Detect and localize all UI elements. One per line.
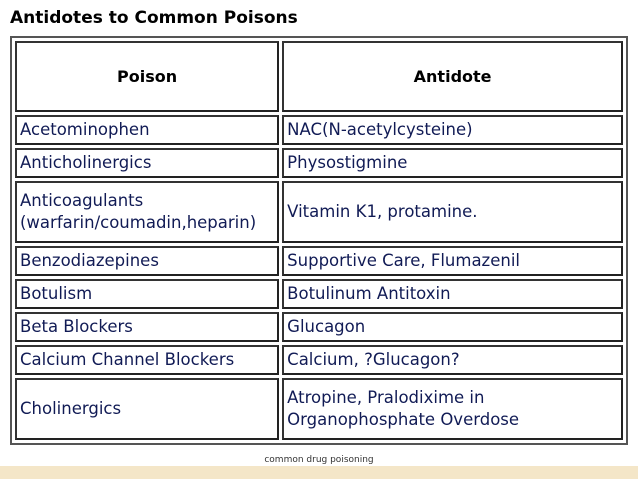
antidote-cell: Physostigmine xyxy=(282,148,623,178)
antidote-cell: NAC(N-acetylcysteine) xyxy=(282,115,623,145)
antidote-cell: Atropine, Pralodixime in Organophosphate Overdose xyxy=(282,378,623,440)
slide-caption: common drug poisoning xyxy=(264,455,374,465)
table-row xyxy=(15,115,623,145)
poison-cell: Beta Blockers xyxy=(15,312,279,342)
poison-cell: Botulism xyxy=(15,279,279,309)
table-header-row xyxy=(15,41,623,112)
antidote-cell: Supportive Care, Flumazenil xyxy=(282,246,623,276)
poison-cell: Anticoagulants (warfarin/coumadin,heparin) xyxy=(15,181,279,243)
table-row xyxy=(15,279,623,309)
antidote-table xyxy=(10,36,628,445)
poison-column-header: Poison xyxy=(15,41,279,112)
page-title: Antidotes to Common Poisons xyxy=(10,8,298,28)
poison-cell: Benzodiazepines xyxy=(15,246,279,276)
antidote-cell: Botulinum Antitoxin xyxy=(282,279,623,309)
poison-cell: Cholinergics xyxy=(15,378,279,440)
table-row xyxy=(15,378,623,440)
table-row xyxy=(15,181,623,243)
poison-cell: Anticholinergics xyxy=(15,148,279,178)
table-row xyxy=(15,312,623,342)
antidote-cell: Glucagon xyxy=(282,312,623,342)
table-row xyxy=(15,148,623,178)
table-row xyxy=(15,246,623,276)
poison-cell: Acetominophen xyxy=(15,115,279,145)
antidote-cell: Vitamin K1, protamine. xyxy=(282,181,623,243)
antidote-column-header: Antidote xyxy=(282,41,623,112)
table-row xyxy=(15,345,623,375)
poison-cell: Calcium Channel Blockers xyxy=(15,345,279,375)
antidote-cell: Calcium, ?Glucagon? xyxy=(282,345,623,375)
